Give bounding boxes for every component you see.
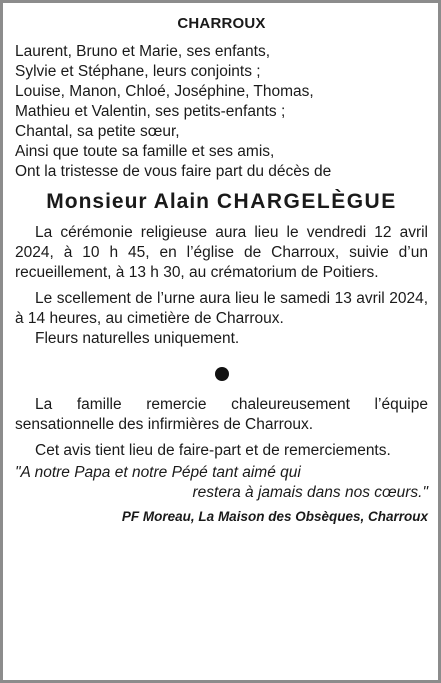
thanks-paragraph: La famille remercie chaleureusement l’équipe sensationnelle des infirmières de Charroux.	[15, 396, 428, 433]
obituary-notice	[3, 3, 438, 680]
family-line: Chantal, sa petite sœur,	[15, 123, 180, 140]
deceased-title: Monsieur	[46, 190, 148, 213]
quote-line: "A notre Papa et notre Pépé tant aimé qui	[15, 464, 301, 481]
family-line: Ont la tristesse de vous faire part du décès de	[15, 163, 332, 180]
deceased-name	[15, 190, 428, 214]
bullet-separator	[215, 367, 229, 381]
town-heading: CHARROUX	[177, 15, 266, 32]
urn-sealing-paragraph: Le scellement de l’urne aura lieu le samedi 13 avril 2024, à 14 heures, au cimetière de Charroux.	[15, 290, 428, 327]
quote-line: restera à jamais dans nos cœurs."	[192, 484, 428, 501]
family-line: Laurent, Bruno et Marie, ses enfants,	[15, 43, 271, 60]
funeral-home-signature: PF Moreau, La Maison des Obsèques, Charroux	[121, 509, 428, 524]
deceased-surname: CHARGELÈGUE	[216, 190, 397, 213]
family-line: Ainsi que toute sa famille et ses amis,	[15, 143, 275, 160]
flowers-paragraph: Fleurs naturelles uniquement.	[35, 330, 240, 347]
tribute-quote	[15, 463, 428, 503]
notice-paragraph: Cet avis tient lieu de faire-part et de remerciements.	[35, 442, 391, 459]
family-line: Sylvie et Stéphane, leurs conjoints ;	[15, 63, 261, 80]
family-list	[15, 42, 428, 182]
family-line: Louise, Manon, Chloé, Joséphine, Thomas,	[15, 83, 314, 100]
deceased-first-name: Alain	[153, 190, 211, 213]
family-line: Mathieu et Valentin, ses petits-enfants ;	[15, 103, 286, 120]
ceremony-paragraph: La cérémonie religieuse aura lieu le vendredi 12 avril 2024, à 10 h 45, en l’église de Charroux, suivie d’un recueillement, à 13 h 30, au crématorium de Poitiers.	[15, 224, 428, 281]
